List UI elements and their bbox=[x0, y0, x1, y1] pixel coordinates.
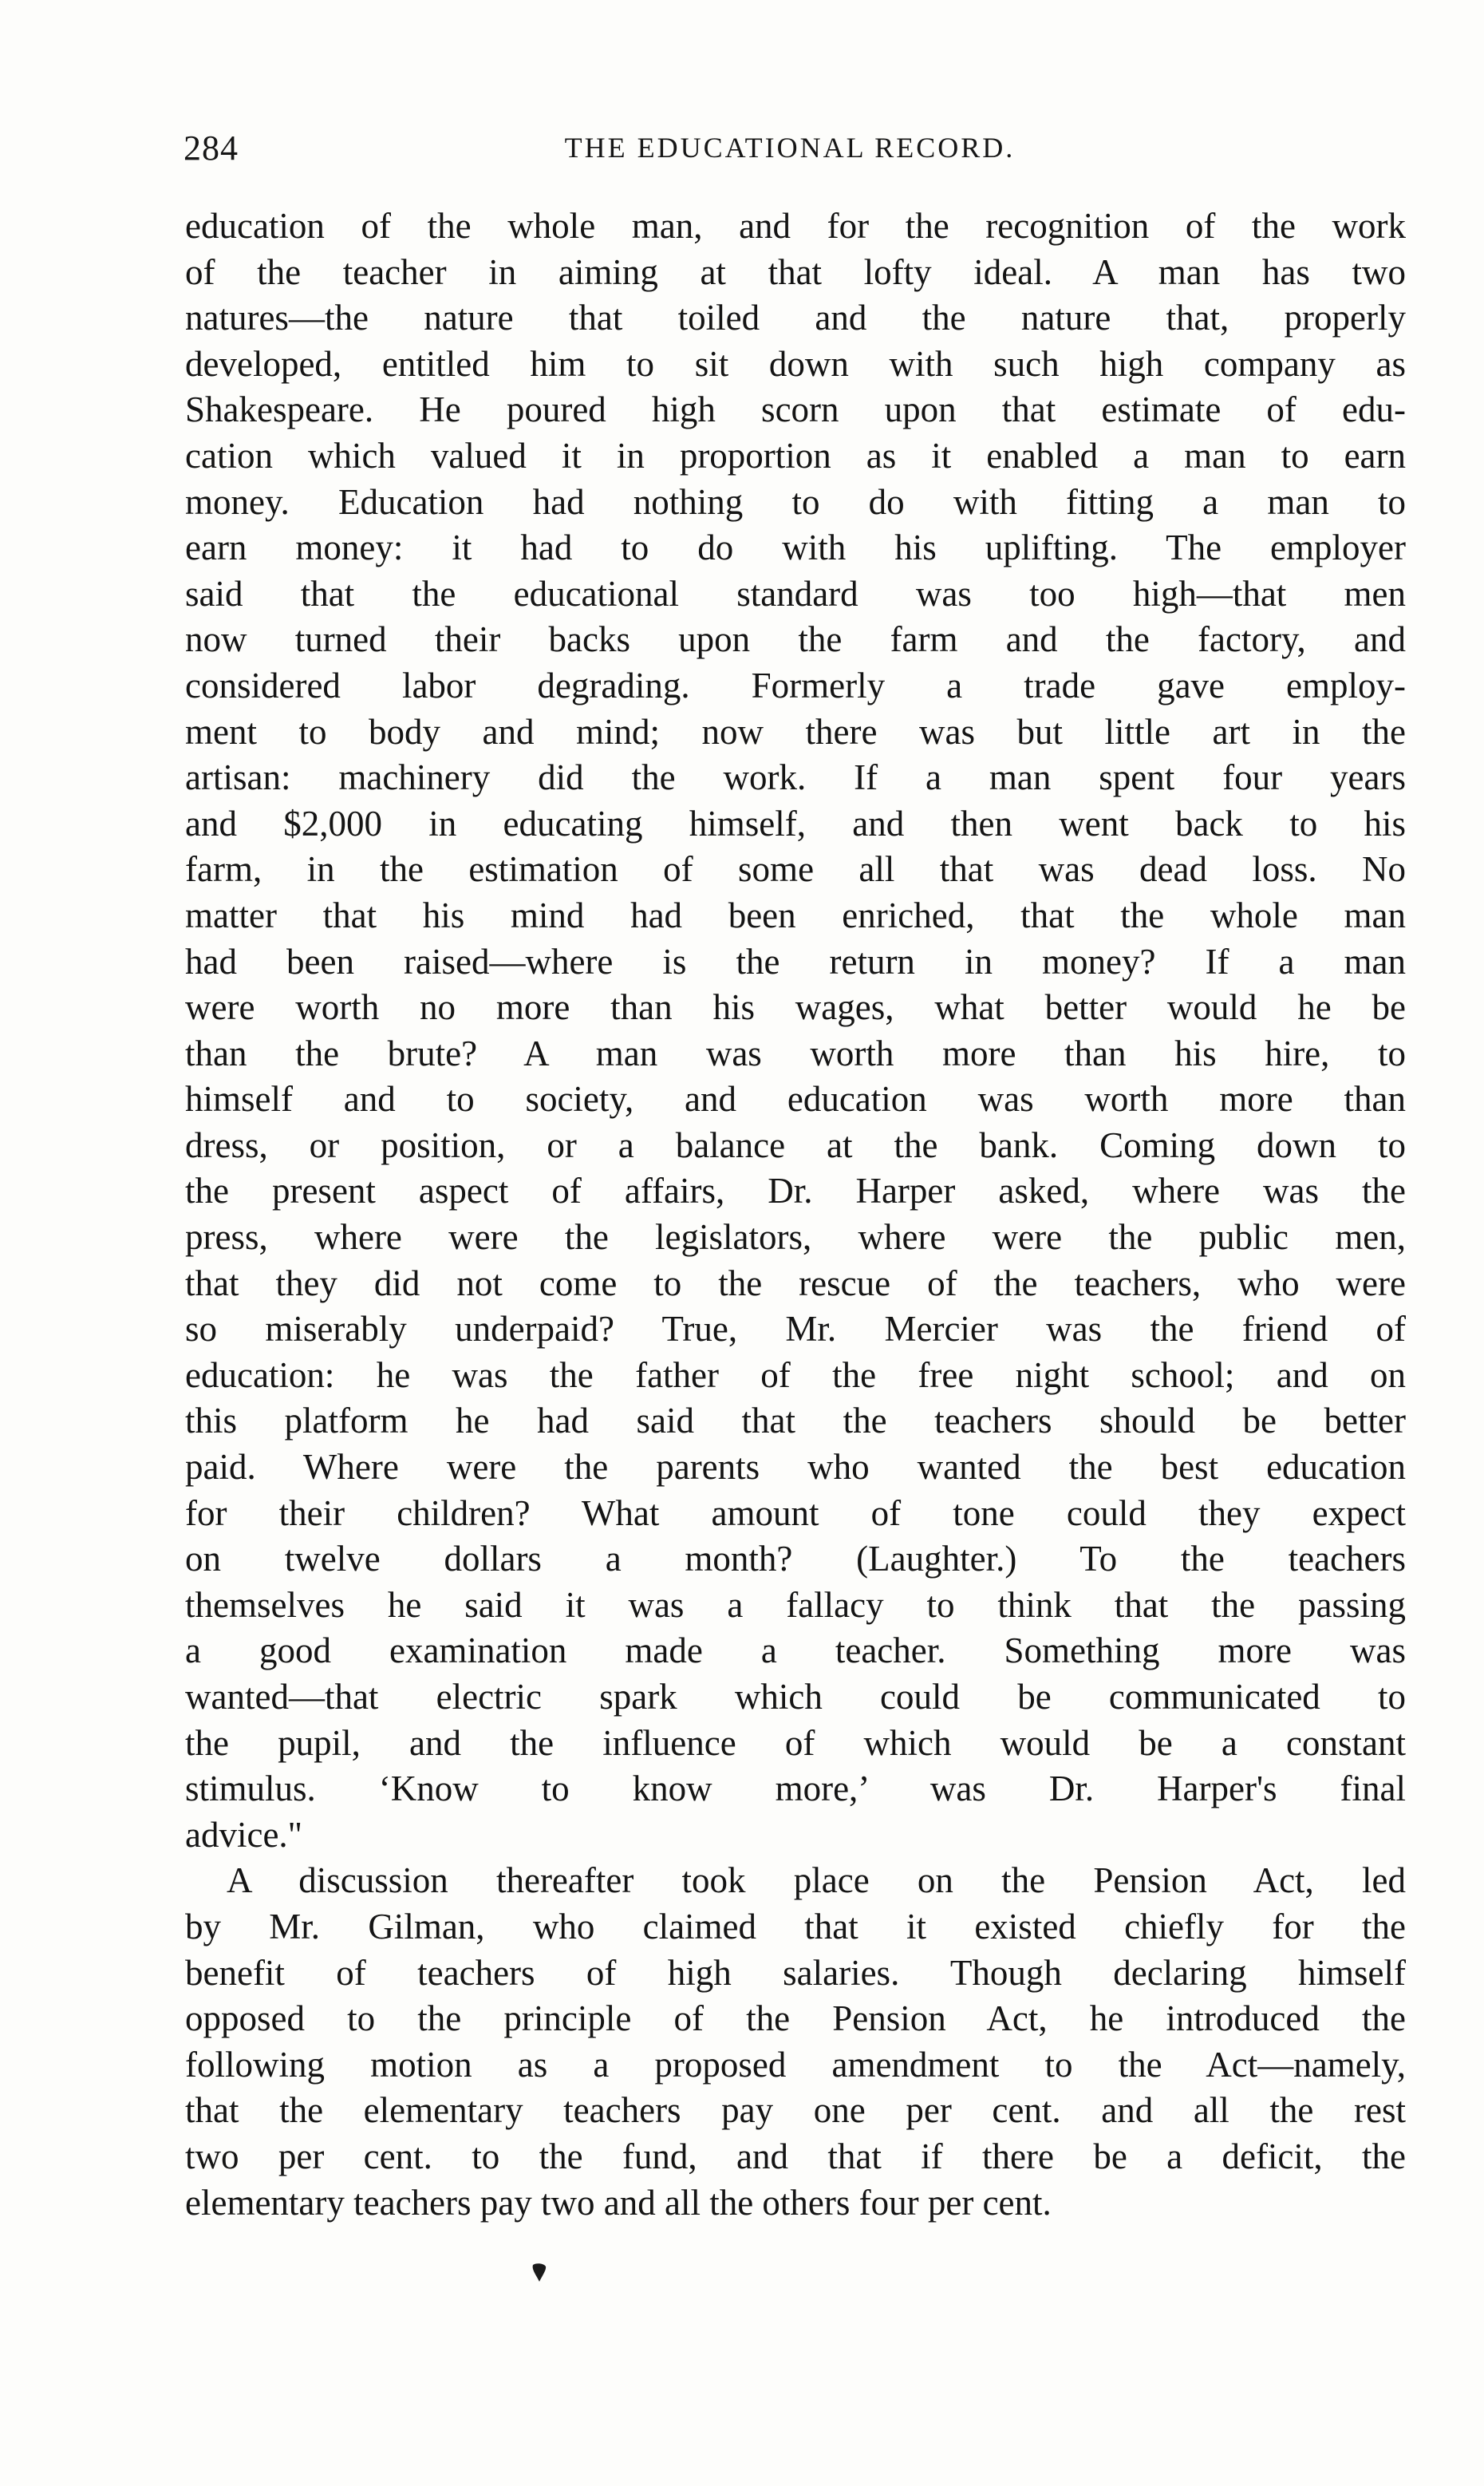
text-line: education: he was the father of the free night school; and on bbox=[185, 1354, 1406, 1395]
page-header bbox=[184, 128, 1396, 176]
text-line: and $2,000 in educating himself, and then went back to his bbox=[185, 803, 1406, 844]
text-line: A discussion thereafter took place on the Pension Act, led bbox=[227, 1860, 1406, 1901]
text-line: education of the whole man, and for the recognition of the work bbox=[185, 206, 1406, 246]
text-line: opposed to the principle of the Pension Act, he introduced the bbox=[185, 1998, 1406, 2039]
text-line: themselves he said it was a fallacy to think that the passing bbox=[185, 1584, 1406, 1625]
text-line: the present aspect of affairs, Dr. Harper asked, where was the bbox=[185, 1171, 1406, 1211]
text-line: than the brute? A man was worth more than his hire, to bbox=[185, 1033, 1406, 1073]
text-line: the pupil, and the influence of which would be a constant bbox=[185, 1722, 1406, 1763]
article-body bbox=[185, 204, 1406, 2226]
text-line: cation which valued it in proportion as it enabled a man to earn bbox=[185, 435, 1406, 476]
text-line: had been raised—where is the return in money? If a man bbox=[185, 941, 1406, 982]
text-line: stimulus. ‘Know to know more,’ was Dr. Harper's final bbox=[185, 1769, 1406, 1809]
text-line: so miserably underpaid? True, Mr. Mercier was the friend of bbox=[185, 1309, 1406, 1350]
page-number: 284 bbox=[184, 128, 239, 168]
text-line: elementary teachers pay two and all the others four per cent. bbox=[185, 2182, 1052, 2223]
text-line: were worth no more than his wages, what better would he be bbox=[185, 987, 1406, 1028]
paragraph-quote-continuation bbox=[185, 204, 1406, 1858]
text-line: that they did not come to the rescue of the teachers, who were bbox=[185, 1263, 1406, 1303]
running-title: THE EDUCATIONAL RECORD. bbox=[564, 132, 1016, 164]
text-line: following motion as a proposed amendment to the Act—namely, bbox=[185, 2044, 1406, 2085]
text-line: paid. Where were the parents who wanted the best education bbox=[185, 1447, 1406, 1488]
text-line: press, where were the legislators, where were the public men, bbox=[185, 1217, 1406, 1258]
text-line: this platform he had said that the teachers should be better bbox=[185, 1401, 1406, 1441]
paragraph-pension-act bbox=[185, 1858, 1406, 2226]
text-line: benefit of teachers of high salaries. Though declaring himself bbox=[185, 1952, 1406, 1993]
text-line: artisan: machinery did the work. If a man spent four years bbox=[185, 757, 1406, 798]
text-line: considered labor degrading. Formerly a trade gave employ- bbox=[185, 665, 1406, 705]
text-line: himself and to society, and education was worth more than bbox=[185, 1079, 1406, 1120]
text-line: by Mr. Gilman, who claimed that it existed chiefly for the bbox=[185, 1906, 1406, 1947]
text-line: farm, in the estimation of some all that was dead loss. No bbox=[185, 849, 1406, 890]
text-line: a good examination made a teacher. Something more was bbox=[185, 1630, 1406, 1671]
text-line: developed, entitled him to sit down with such high company as bbox=[185, 343, 1406, 384]
text-line: now turned their backs upon the farm and the factory, and bbox=[185, 619, 1406, 660]
text-line: money. Education had nothing to do with fitting a man to bbox=[185, 481, 1406, 522]
text-line: on twelve dollars a month? (Laughter.) To the teachers bbox=[185, 1539, 1406, 1579]
text-line: natures—the nature that toiled and the nature that, properly bbox=[185, 298, 1406, 338]
text-line: of the teacher in aiming at that lofty ideal. A man has two bbox=[185, 251, 1406, 292]
text-line: for their children? What amount of tone could they expect bbox=[185, 1492, 1406, 1533]
text-line: advice." bbox=[185, 1814, 303, 1855]
ink-blot-icon bbox=[531, 2263, 547, 2283]
text-line: Shakespeare. He poured high scorn upon that estimate of edu- bbox=[185, 389, 1406, 430]
text-line: matter that his mind had been enriched, that the whole man bbox=[185, 895, 1406, 935]
text-line: said that the educational standard was too high—that men bbox=[185, 573, 1406, 614]
text-line: that the elementary teachers pay one per cent. and all the rest bbox=[185, 2090, 1406, 2131]
text-line: dress, or position, or a balance at the bank. Coming down to bbox=[185, 1124, 1406, 1165]
text-line: two per cent. to the fund, and that if there be a deficit, the bbox=[185, 2136, 1406, 2176]
text-line: ment to body and mind; now there was but little art in the bbox=[185, 711, 1406, 752]
text-line: wanted—that electric spark which could be communicated to bbox=[185, 1677, 1406, 1717]
text-line: earn money: it had to do with his uplifting. The employer bbox=[185, 528, 1406, 568]
